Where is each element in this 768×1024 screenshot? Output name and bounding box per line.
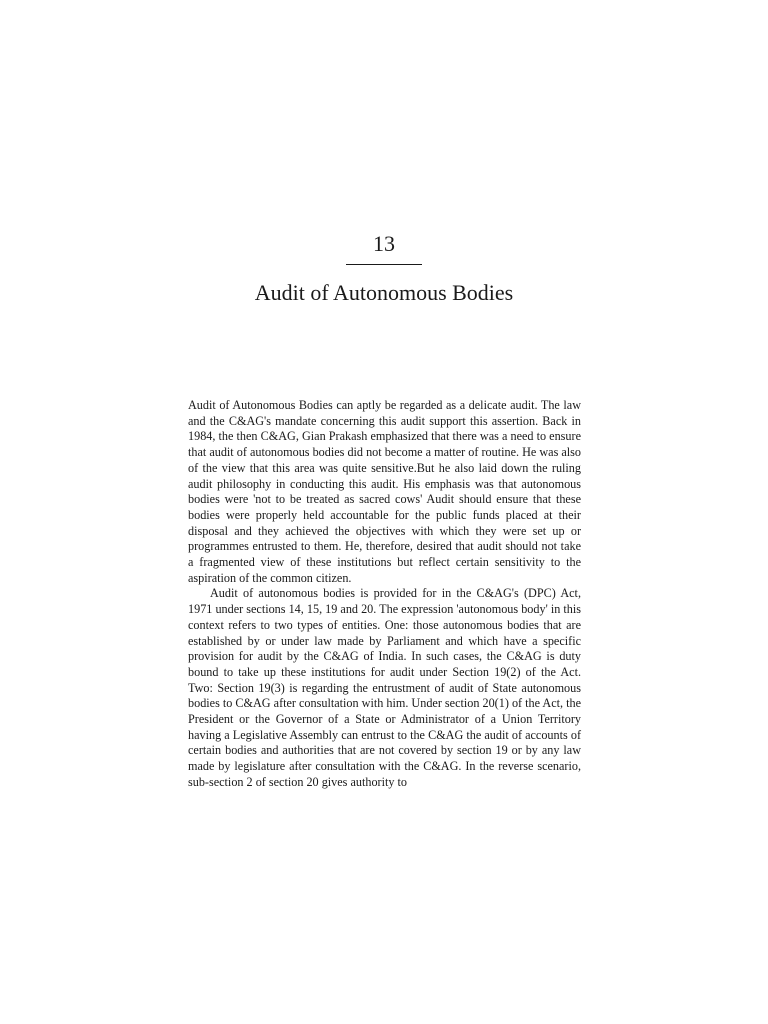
chapter-title: Audit of Autonomous Bodies xyxy=(254,280,514,305)
body-text xyxy=(188,398,581,791)
paragraph-2: Audit of autonomous bodies is provided for in the C&AG's (DPC) Act, 1971 under sections 14, 15, 19 and 20. The expression 'autonomous body' in this context refers to two types of entities. One: those autonomous bodies that are established by or under law made by Parliament and which have a specific provision for audit by the C&AG of India. In such cases, the C&AG is duty bound to take up these institutions for audit under Section 19(2) of the Act. Two: Section 19(3) is regarding the entrustment of audit of State autonomous bodies to C&AG after consultation with him. Under section 20(1) of the Act, the President or the Governor of a State or Administrator of a Union Territory having a Legislative Assembly can entrust to the C&AG the audit of accounts of certain bodies and authorities that are not covered by section 19 or by any law made by legislature after consultation with the C&AG. In the reverse scenario, sub-section 2 of section 20 gives authority to xyxy=(188,586,581,789)
chapter-number: 13 xyxy=(373,231,395,256)
chapter-divider xyxy=(346,264,422,265)
paragraph-1: Audit of Autonomous Bodies can aptly be regarded as a delicate audit. The law and the C&AG's mandate concerning this audit support this assertion. Back in 1984, the then C&AG, Gian Prakash emphasized that there was a need to ensure that audit of autonomous bodies did not become a matter of routine. He was also of the view that this area was quite sensitive.But he also laid down the ruling audit philosophy in conducting this audit. His emphasis was that autonomous bodies were 'not to be treated as sacred cows' Audit should ensure that these bodies were properly held accountable for the public funds placed at their disposal and they achieved the objectives with which they were set up or programmes entrusted to them. He, therefore, desired that audit should not take a fragmented view of these institutions but reflect certain sensitivity to the aspiration of the common citizen. xyxy=(188,398,581,585)
